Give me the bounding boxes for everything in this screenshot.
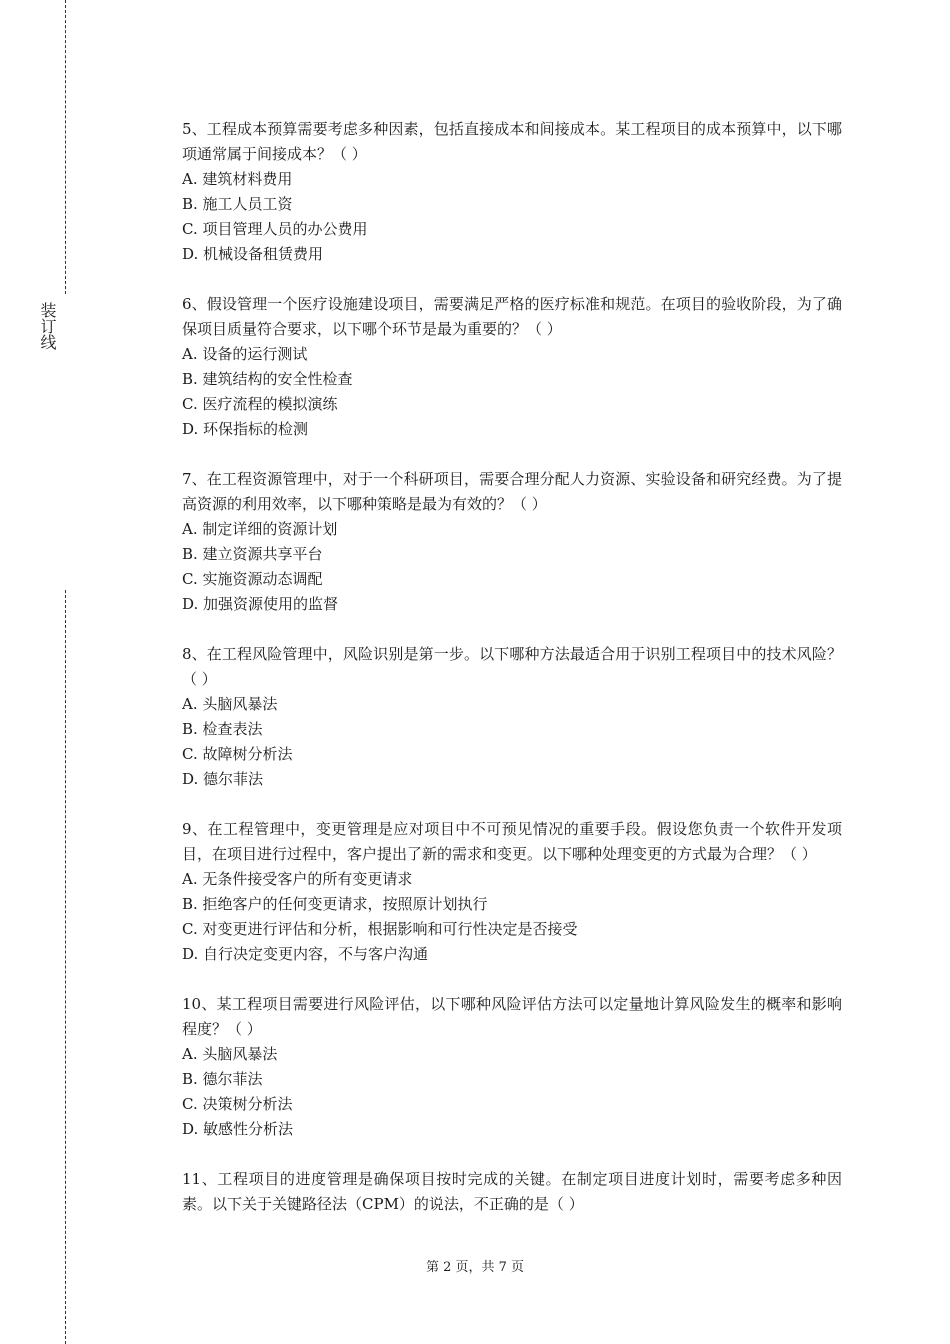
question-block [182,467,842,617]
question-stem: 10、某工程项目需要进行风险评估，以下哪种风险评估方法可以定量地计算风险发生的概率和影响程度？（ ） [182,995,842,1038]
binding-dashed-line-bottom [65,590,66,1344]
question-stem: 8、在工程风险管理中，风险识别是第一步。以下哪种方法最适合用于识别工程项目中的技术风险？（ ） [182,645,842,688]
answer-option: C. 医疗流程的模拟演练 [182,395,338,413]
answer-option: A. 头脑风暴法 [182,1045,278,1063]
question-stem: 9、在工程管理中，变更管理是应对项目中不可预见情况的重要手段。假设您负责一个软件开发项目，在项目进行过程中，客户提出了新的需求和变更。以下哪种处理变更的方式最为合理？（ ） [182,820,842,863]
question-stem: 6、假设管理一个医疗设施建设项目，需要满足严格的医疗标准和规范。在项目的验收阶段，为了确保项目质量符合要求，以下哪个环节是最为重要的？（ ） [182,295,842,338]
answer-option: D. 机械设备租赁费用 [182,245,324,263]
question-list [182,117,842,1242]
answer-option: C. 实施资源动态调配 [182,570,323,588]
answer-option: B. 建立资源共享平台 [182,545,323,563]
answer-option: C. 项目管理人员的办公费用 [182,220,368,238]
answer-option: C. 决策树分析法 [182,1095,293,1113]
question-block [182,817,842,967]
question-block [182,1167,842,1217]
question-block [182,292,842,442]
answer-option: A. 制定详细的资源计划 [182,520,338,538]
answer-option: A. 无条件接受客户的所有变更请求 [182,870,413,888]
question-stem: 11、工程项目的进度管理是确保项目按时完成的关键。在制定项目进度计划时，需要考虑多种因素。以下关于关键路径法（CPM）的说法，不正确的是（ ） [182,1170,842,1213]
question-block [182,992,842,1142]
answer-option: A. 设备的运行测试 [182,345,308,363]
question-stem: 5、工程成本预算需要考虑多种因素，包括直接成本和间接成本。某工程项目的成本预算中，以下哪项通常属于间接成本？（ ） [182,120,842,163]
answer-option: B. 建筑结构的安全性检查 [182,370,353,388]
answer-option: D. 自行决定变更内容，不与客户沟通 [182,945,429,963]
binding-dashed-line-top [65,0,66,294]
answer-option: D. 环保指标的检测 [182,420,309,438]
answer-option: C. 对变更进行评估和分析，根据影响和可行性决定是否接受 [182,920,578,938]
page-footer: 第 2 页，共 7 页 [425,1260,525,1275]
answer-option: A. 建筑材料费用 [182,170,293,188]
answer-option: D. 敏感性分析法 [182,1120,294,1138]
answer-option: D. 加强资源使用的监督 [182,595,339,613]
question-block [182,117,842,267]
question-stem: 7、在工程资源管理中，对于一个科研项目，需要合理分配人力资源、实验设备和研究经费。为了提高资源的利用效率，以下哪种策略是最为有效的？（ ） [182,470,842,513]
binding-label: 装订线 [38,302,57,350]
answer-option: B. 施工人员工资 [182,195,293,213]
answer-option: B. 德尔菲法 [182,1070,263,1088]
answer-option: A. 头脑风暴法 [182,695,278,713]
answer-option: D. 德尔菲法 [182,770,264,788]
answer-option: C. 故障树分析法 [182,745,293,763]
answer-option: B. 拒绝客户的任何变更请求，按照原计划执行 [182,895,488,913]
answer-option: B. 检查表法 [182,720,263,738]
question-block [182,642,842,792]
